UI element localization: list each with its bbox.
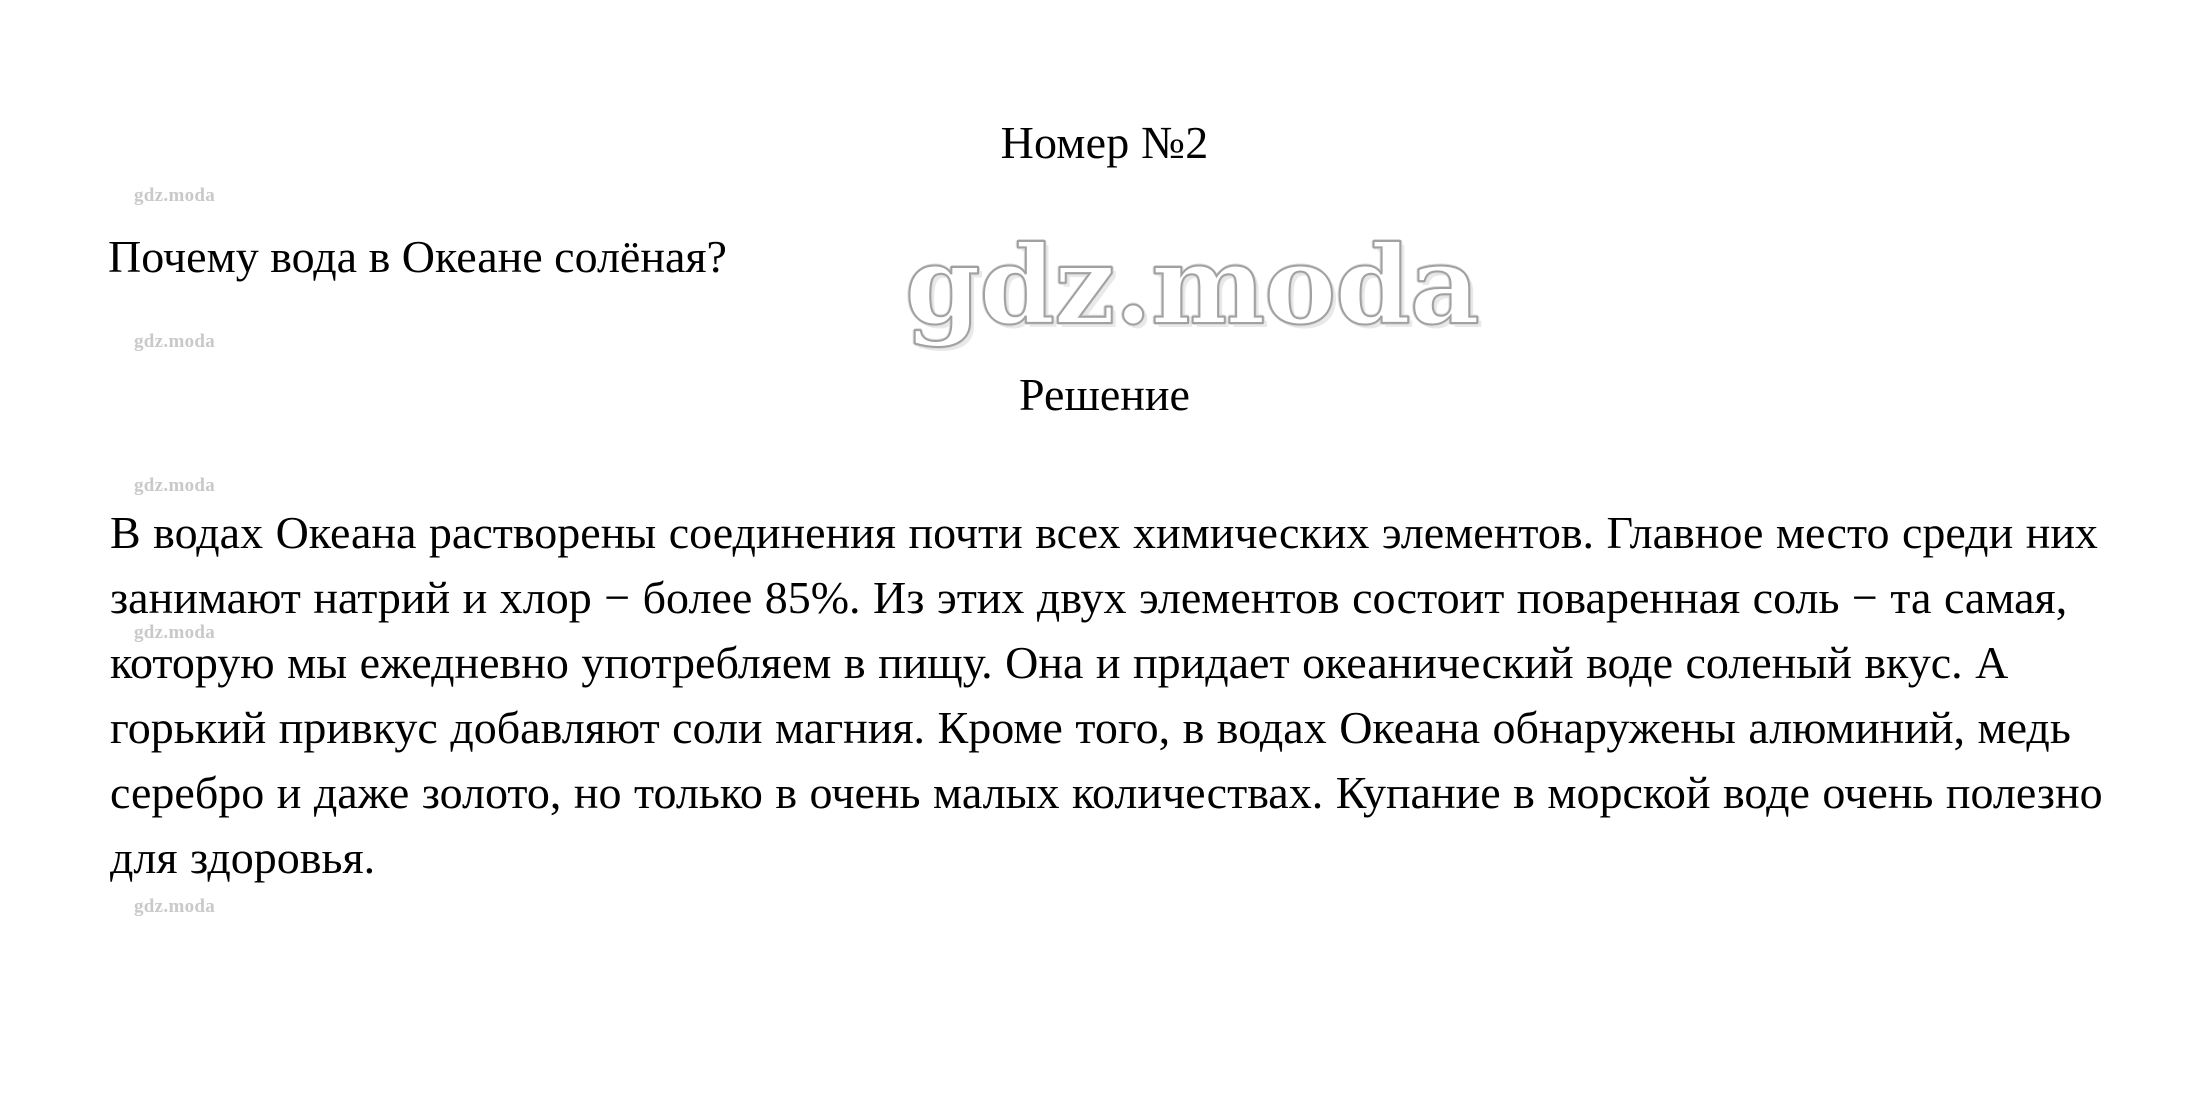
watermark-small: gdz.moda xyxy=(134,896,216,917)
solution-body xyxy=(110,500,2120,890)
solution-paragraph: В водах Океана растворены соединения почти всех химических элементов. Главное место среди них занимают натрий и хлор − более 85%. Из этих двух элементов состоит поваренная соль − та самая, которую мы ежедневно употребляем в пищу. Она и придает океанический воде соленый вкус. А горький привкус добавляют соли магния. Кроме того, в водах Океана обнаружены алюминий, медь серебро и даже золото, но только в очень малых количествах. Купание в морской воде очень полезно для здоровья. xyxy=(110,507,2103,883)
watermark-small: gdz.moda xyxy=(134,185,216,206)
watermark-logo: gdz.moda xyxy=(905,223,1479,349)
watermark-small: gdz.moda xyxy=(134,622,216,643)
solution-heading: Решение xyxy=(1019,369,1190,420)
page-title: Номер №2 xyxy=(1000,117,1209,168)
question-text: Почему вода в Океане солёная? xyxy=(108,231,727,282)
watermark-small: gdz.moda xyxy=(134,475,216,496)
watermark-small: gdz.moda xyxy=(134,331,216,352)
